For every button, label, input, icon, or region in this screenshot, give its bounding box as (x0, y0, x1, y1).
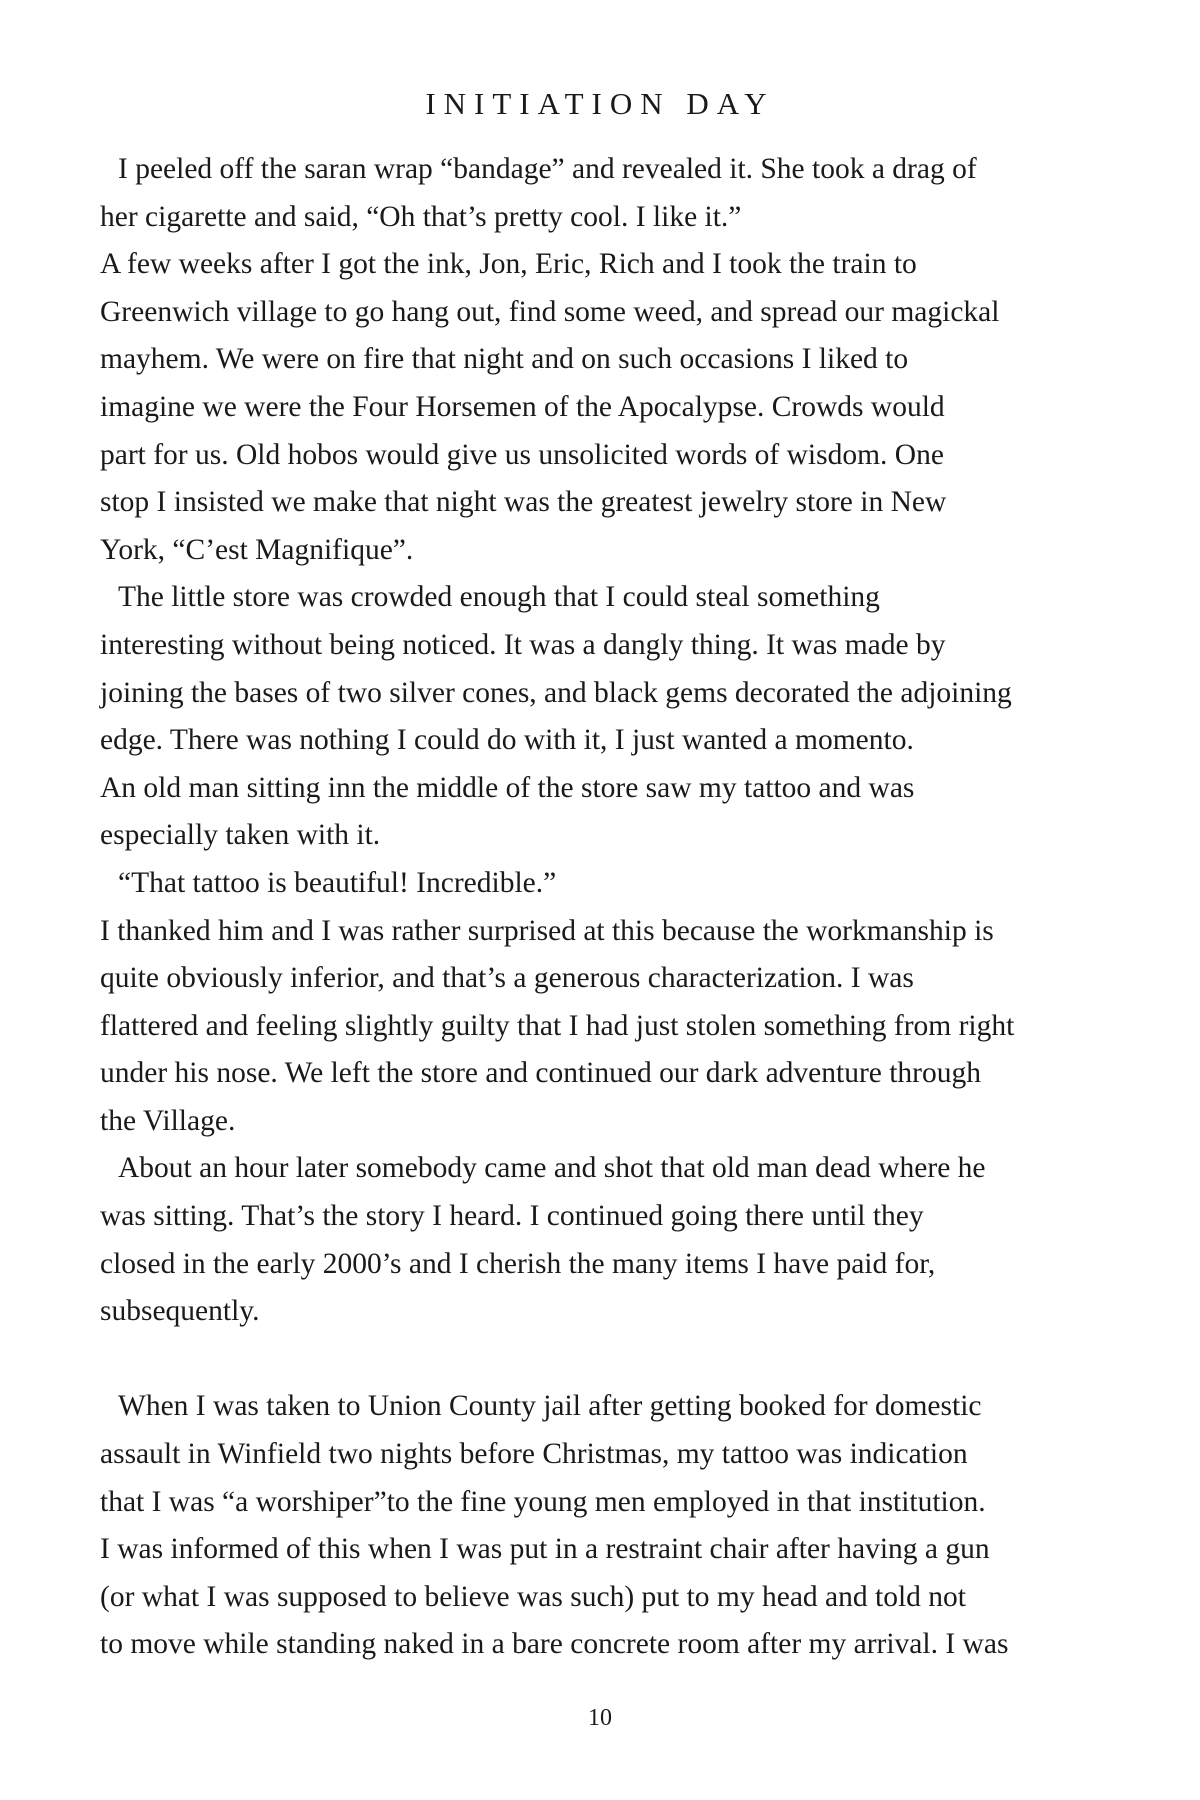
text-line: to move while standing naked in a bare concrete room after my arrival. I was (100, 1628, 1009, 1661)
text-line: joining the bases of two silver cones, and black gems decorated the adjoining (100, 676, 1012, 709)
text-line: (or what I was supposed to believe was such) put to my head and told not (100, 1580, 966, 1613)
text-line: York, “C’est Magnifique”. (100, 533, 414, 566)
text-line: “That tattoo is beautiful! Incredible.” (118, 866, 557, 899)
blank-line (100, 1336, 1100, 1384)
text-line: About an hour later somebody came and shot that old man dead where he (118, 1152, 986, 1185)
text-line: I was informed of this when I was put in a restraint chair after having a gun (100, 1533, 990, 1566)
text-line: part for us. Old hobos would give us unsolicited words of wisdom. One (100, 438, 944, 471)
text-line: assault in Winfield two nights before Christmas, my tattoo was indication (100, 1438, 968, 1471)
text-line: interesting without being noticed. It was a dangly thing. It was made by (100, 628, 946, 661)
text-line: The little store was crowded enough that I could steal something (118, 581, 880, 614)
text-line: the Village. (100, 1104, 236, 1137)
text-line: I thanked him and I was rather surprised at this because the workmanship is (100, 914, 994, 947)
text-line: flattered and feeling slightly guilty that I had just stolen something from right (100, 1009, 1015, 1042)
text-line: mayhem. We were on fire that night and on such occasions I liked to (100, 343, 909, 376)
text-line: that I was “a worshiper”to the fine young men employed in that institution. (100, 1485, 986, 1518)
text-line: under his nose. We left the store and continued our dark adventure through (100, 1057, 982, 1090)
page-number: 10 (588, 1705, 612, 1731)
text-line: her cigarette and said, “Oh that’s pretty cool. I like it.” (100, 200, 742, 233)
text-line: stop I insisted we make that night was the greatest jewelry store in New (100, 486, 947, 519)
body-text (100, 146, 1100, 1669)
text-line: edge. There was nothing I could do with it, I just wanted a momento. (100, 724, 914, 757)
text-line: An old man sitting inn the middle of the store saw my tattoo and was (100, 771, 915, 804)
text-line: subsequently. (100, 1295, 260, 1328)
text-line: was sitting. That’s the story I heard. I continued going there until they (100, 1200, 924, 1233)
text-line: closed in the early 2000’s and I cherish the many items I have paid for, (100, 1247, 936, 1280)
text-line: A few weeks after I got the ink, Jon, Eric, Rich and I took the train to (100, 248, 917, 281)
text-line: quite obviously inferior, and that’s a generous characterization. I was (100, 962, 914, 995)
text-line: Greenwich village to go hang out, find some weed, and spread our magickal (100, 295, 1000, 328)
text-line: When I was taken to Union County jail after getting booked for domestic (118, 1390, 982, 1423)
running-head-title: INITIATION DAY (425, 86, 775, 121)
text-line: especially taken with it. (100, 819, 381, 852)
text-line: I peeled off the saran wrap “bandage” and revealed it. She took a drag of (118, 153, 977, 185)
text-line: imagine we were the Four Horsemen of the Apocalypse. Crowds would (100, 390, 945, 423)
